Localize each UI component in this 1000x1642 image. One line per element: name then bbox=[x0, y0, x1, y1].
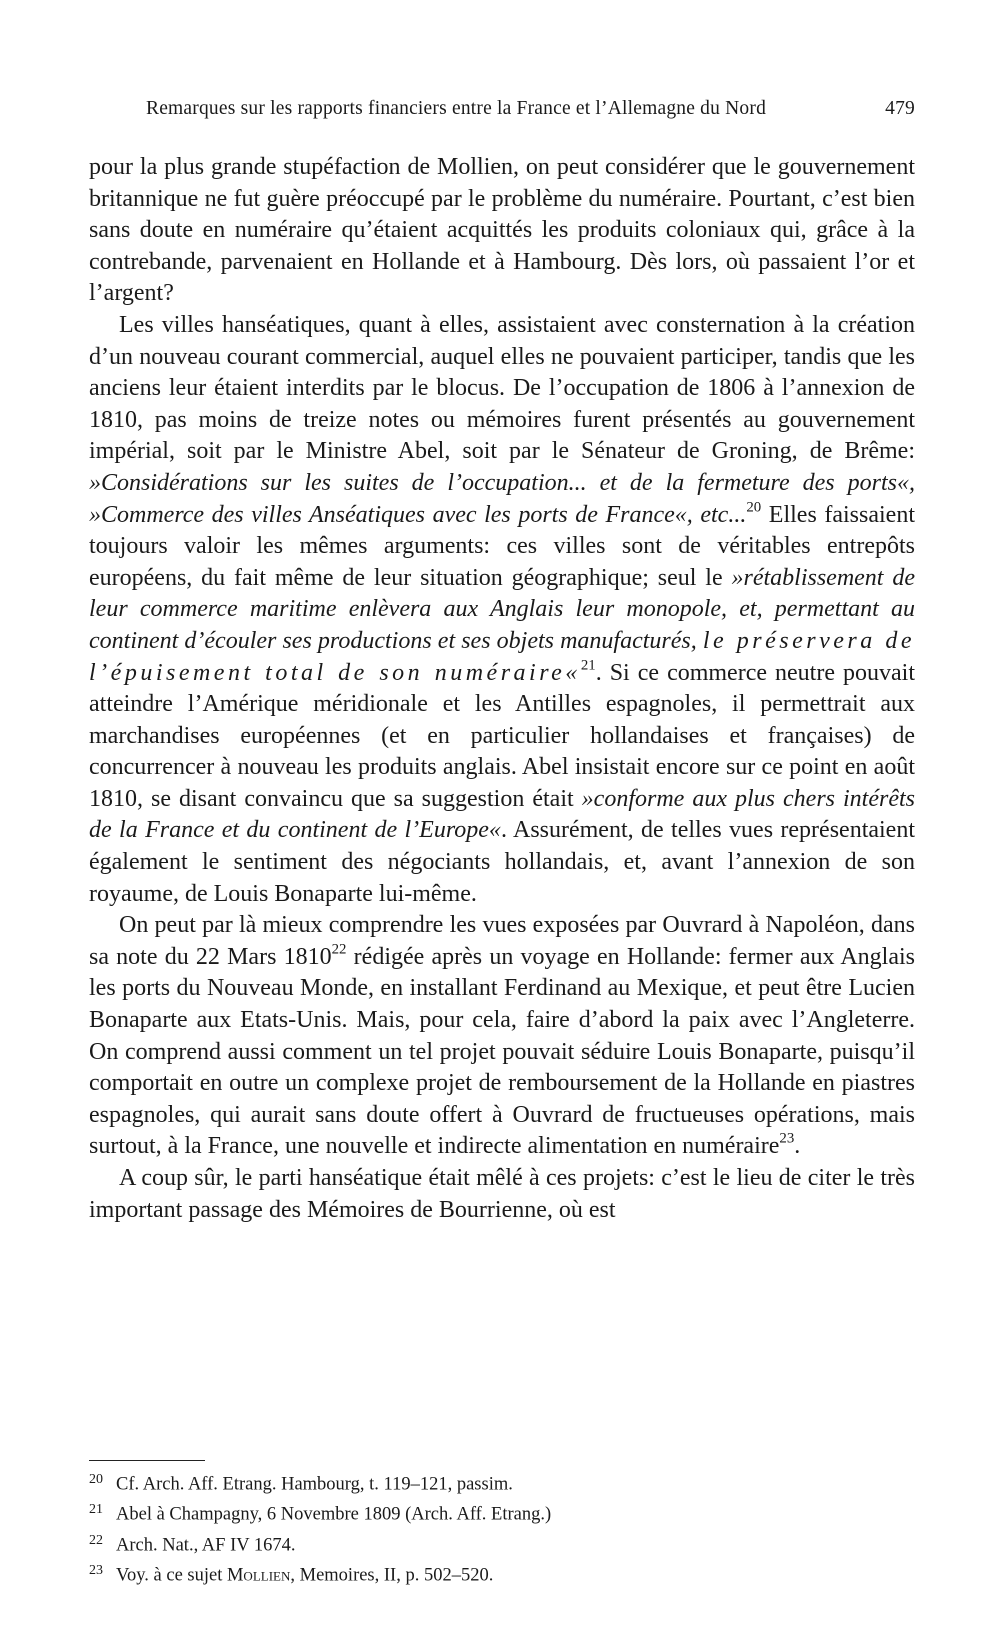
quote-conforme: »conforme aux plus chers intérêts de la France et du continent de l’Europe« bbox=[89, 785, 915, 844]
footnote-number: 22 bbox=[89, 1532, 103, 1548]
footnote-22 bbox=[89, 1528, 915, 1558]
footnote-number: 23 bbox=[89, 1562, 103, 1578]
footnote-text-prefix: Voy. à ce sujet bbox=[116, 1565, 227, 1586]
footnote-text: Arch. Nat., AF IV 1674. bbox=[116, 1534, 296, 1555]
footnote-20 bbox=[89, 1467, 915, 1497]
footnote-ref-20[interactable]: 20 bbox=[746, 499, 762, 516]
paragraph-2-text-2: Elles faissaient toujours valoir les mêmes arguments: ces villes sont de véritables entrepôts européens, du fait même de leur situation géographique; seul le bbox=[89, 501, 915, 591]
page-number: 479 bbox=[885, 98, 915, 119]
footnote-ref-22[interactable]: 22 bbox=[331, 941, 347, 958]
footnote-author: Mollien bbox=[226, 1565, 291, 1586]
quote-preservera-spaced: le préservera de l’épuisement total de son numéraire« bbox=[89, 627, 915, 686]
paragraph-2-text-3: . Si ce commerce neutre pouvait atteindre l’Amérique méridionale et les Antilles espagnoles, il permettrait aux marchandises européennes (et en particulier hollandaises et françaises) de concurrencer à nouveau les produits anglais. Abel insistait encore sur ce point en août 1810, se disant convaincu que sa suggestion était bbox=[89, 659, 916, 812]
quote-retablissement: »rétablissement de leur commerce maritime enlèvera aux Anglais leur monopole, et, permettant au continent d’écouler ses productions et ses objets manufacturés, bbox=[89, 564, 915, 654]
footnote-23 bbox=[89, 1558, 915, 1588]
footnote-ref-21[interactable]: 21 bbox=[580, 657, 596, 674]
footnote-divider bbox=[89, 1460, 205, 1461]
paragraph-4: A coup sûr, le parti hanséatique était mêlé à ces projets: c’est le lieu de citer le très important passage des Mémoires de Bourrienne, où est bbox=[89, 1165, 915, 1223]
paragraph-3-text-2: rédigée après un voyage en Hollande: fermer aux Anglais les ports du Nouveau Monde, en installant Ferdinand au Mexique, et peut être Lucien Bonaparte aux Etats-Unis. Mais, pour cela, faire d’abord la paix avec l’Angleterre. On comprend aussi comment un tel projet pouvait séduire Louis Bonaparte, puisqu’il comportait en outre un complexe projet de remboursement de la Hollande en piastres espagnoles, qui aurait sans doute offert à Ouvrard de fructueuses opérations, mais surtout, à la France, une nouvelle et indirecte alimentation en numéraire bbox=[89, 943, 916, 1160]
footnote-number: 20 bbox=[89, 1472, 103, 1487]
footnote-21 bbox=[89, 1497, 915, 1527]
quote-considerations: »Considérations sur les suites de l’occupation... et de la fermeture des ports«, »Commerce des villes Anséatiques avec les ports de France«, etc... bbox=[89, 469, 915, 528]
paragraph-2-text-1: Les villes hanséatiques, quant à elles, assistaient avec consternation à la création d’un nouveau courant commercial, auquel elles ne pouvaient participer, tandis que les anciens leur étaient interdits par le blocus. De l’occupation de 1806 à l’annexion de 1810, pas moins de treize notes ou mémoires furent présentés au gouvernement impérial, soit par le Ministre Abel, soit par le Sénateur de Groning, de Brême: bbox=[89, 311, 915, 465]
paragraph-2-text-4: . Assurément, de telles vues représentaient également le sentiment des négociants hollandais, et, avant l’annexion de son royaume, de Louis Bonaparte lui-même. bbox=[89, 817, 916, 907]
footnotes bbox=[89, 1467, 915, 1588]
footnote-text: Abel à Champagny, 6 Novembre 1809 (Arch. Aff. Etrang.) bbox=[116, 1504, 552, 1525]
footnote-text: Cf. Arch. Aff. Etrang. Hambourg, t. 119–121, passim. bbox=[116, 1474, 513, 1495]
running-head-title: Remarques sur les rapports financiers entre la France et l’Allemagne du Nord bbox=[146, 98, 767, 119]
running-head bbox=[146, 98, 915, 128]
paragraph-3-text-3: . bbox=[794, 1133, 801, 1160]
body-text bbox=[89, 152, 915, 1226]
paragraph-2 bbox=[89, 310, 915, 910]
book-page bbox=[89, 0, 915, 1642]
footnote-number: 21 bbox=[89, 1502, 103, 1518]
paragraph-3-text-1: On peut par là mieux comprendre les vues exposées par Ouvrard à Napoléon, dans sa note du 22 Mars 1810 bbox=[89, 912, 915, 970]
footnote-text-suffix: , Memoires, II, p. 502–520. bbox=[290, 1565, 494, 1586]
footnote-ref-23[interactable]: 23 bbox=[779, 1131, 795, 1147]
paragraph-1: pour la plus grande stupéfaction de Mollien, on peut considérer que le gouvernement britannique ne fut guère préoccupé par le problème du numéraire. Pourtant, c’est bien sans doute en numéraire qu’étaient acquittés les produits coloniaux qui, grâce à la contrebande, parvenaient en Hollande et à Hambourg. Dès lors, où passaient l’or et l’argent? bbox=[89, 154, 915, 307]
paragraph-3 bbox=[89, 910, 915, 1163]
